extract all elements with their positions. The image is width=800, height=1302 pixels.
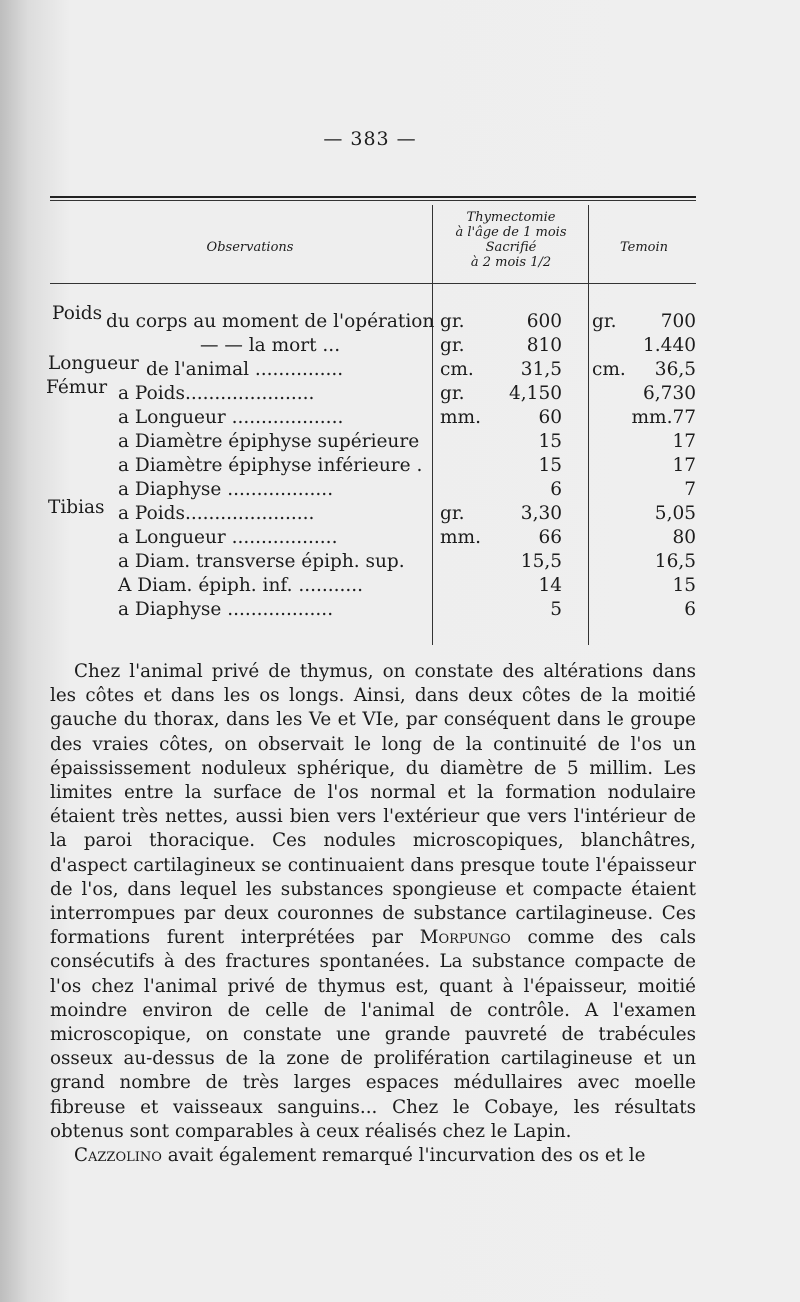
row-side-label: Poids: [52, 303, 103, 324]
row-value-1: 5: [550, 599, 562, 620]
row-value-2: 6,730: [643, 383, 696, 404]
row-value-2: 5,05: [654, 503, 696, 524]
row-unit-1: gr.: [440, 335, 465, 356]
body-text: [50, 660, 696, 1168]
row-label: a Diamètre épiphyse supérieure: [118, 431, 420, 452]
header-thymectomie-line-3: Sacrifié: [485, 240, 537, 255]
row-value-2: 17: [672, 431, 696, 452]
top-rule-thin: [50, 200, 696, 201]
row-value-2: 15: [672, 575, 696, 596]
row-unit-1: gr.: [440, 503, 465, 524]
header-observations: Observations: [206, 240, 294, 255]
row-label: A Diam. épiph. inf. ...........: [118, 575, 364, 596]
table-row: [0, 454, 800, 478]
row-value-1: 600: [526, 311, 562, 332]
row-label: a Diaphyse ..................: [118, 599, 334, 620]
table-row: [0, 574, 800, 598]
row-value-2: 80: [672, 527, 696, 548]
table-row: [0, 550, 800, 574]
row-label: du corps au moment de l'opération: [106, 311, 435, 332]
row-value-2: 17: [672, 455, 696, 476]
row-value-1: 15,5: [520, 551, 562, 572]
table-row: [0, 377, 800, 406]
header-thymectomie-line-2: à l'âge de 1 mois: [455, 225, 567, 240]
table-row: [0, 497, 800, 526]
table-row: [0, 430, 800, 454]
row-unit-2: cm.: [592, 359, 626, 380]
row-value-1: 66: [538, 527, 562, 548]
table-row: [0, 406, 800, 430]
row-value-1: 15: [538, 431, 562, 452]
row-unit-1: gr.: [440, 383, 465, 404]
row-label: de l'animal ...............: [146, 359, 344, 380]
row-unit-2: gr.: [592, 311, 617, 332]
row-value-1: 60: [538, 407, 562, 428]
row-value-1: 3,30: [520, 503, 562, 524]
author-cazzolino: Cazzolino: [74, 1145, 162, 1167]
header-rule: [50, 283, 696, 284]
row-label: a Poids......................: [118, 503, 315, 524]
row-unit-1: cm.: [440, 359, 474, 380]
author-morpungo: Morpungo: [419, 927, 511, 949]
paragraph-1-part-1: Chez l'animal privé de thymus, on constate des altérations dans les côtes et dans les os longs. Ainsi, dans deux côtes de la moitié gauche du thorax, dans les Ve et VIe, par conséquent dans le groupe des vraies côtes, on observait le long de la continuité de l'os un épaississement noduleux sphérique, du diamètre de 5 millim. Les limites entre la surface de l'os normal et la formation nodulaire étaient très nettes, aussi bien vers l'extérieur que vers l'intérieur de la paroi thoracique. Ces nodules microscopiques, blanchâtres, d'aspect cartilagineux se continuaient dans presque toute l'épaisseur de l'os, dans lequel les substances spongieuse et compacte étaient interrompues par deux couronnes de substance cartilagineuse. Ces formations furent interprétées par: [50, 661, 696, 949]
row-label: a Diaphyse ..................: [118, 479, 334, 500]
row-label: a Diam. transverse épiph. sup.: [118, 551, 405, 572]
header-thymectomie-line-4: à 2 mois 1/2: [470, 255, 552, 270]
table-row: [0, 526, 800, 550]
row-value-2: 7: [684, 479, 696, 500]
row-value-2: 6: [684, 599, 696, 620]
row-side-label: Fémur: [46, 377, 108, 398]
table-row: [0, 478, 800, 502]
row-value-1: 14: [538, 575, 562, 596]
row-unit-1: mm.: [440, 407, 481, 428]
row-value-1: 6: [550, 479, 562, 500]
row-label: a Poids......................: [118, 383, 315, 404]
row-label: a Diamètre épiphyse inférieure .: [118, 455, 423, 476]
row-label: a Longueur ..................: [118, 527, 338, 548]
page-number: — 383 —: [323, 128, 417, 150]
row-value-2: 700: [660, 311, 696, 332]
header-thymectomie: [436, 210, 586, 270]
row-label: a Longueur ...................: [118, 407, 344, 428]
header-thymectomie-line-1: Thymectomie: [466, 210, 556, 225]
top-rule: [50, 196, 696, 198]
row-label: — — la mort ...: [200, 335, 341, 356]
paragraph-2: [50, 1144, 696, 1168]
row-unit-1: mm.: [440, 527, 481, 548]
paragraph-1: [50, 660, 696, 1144]
row-value-1: 4,150: [509, 383, 562, 404]
table-row: [0, 353, 800, 382]
row-value-2: 1.440: [643, 335, 696, 356]
table-row: [0, 598, 800, 622]
row-value-2: 16,5: [654, 551, 696, 572]
row-value-1: 15: [538, 455, 562, 476]
row-value-1: 810: [526, 335, 562, 356]
row-value-1: 31,5: [520, 359, 562, 380]
paragraph-2-text: avait également remarqué l'incurvation des os et le: [167, 1145, 646, 1167]
row-side-label: Longueur: [48, 353, 139, 374]
table-row: [0, 303, 800, 334]
paragraph-1-part-2: comme des cals consécutifs à des fractures spontanées. La substance compacte de l'os chez l'animal privé de thymus est, quant à l'épaisseur, moitié moindre environ de celle de l'animal de contrôle. A l'examen microscopique, on constate une grande pauvreté de trabécules osseux au-dessus de la zone de prolifération cartilagineuse et un grand nombre de très larges espaces médullaires avec moelle fibreuse et vaisseaux sanguins... Chez le Cobaye, les résultats obtenus sont comparables à ceux réalisés chez le Lapin.: [50, 927, 697, 1142]
row-unit-1: gr.: [440, 311, 465, 332]
row-value-2: 36,5: [654, 359, 696, 380]
header-temoin: Temoin: [619, 240, 669, 255]
row-side-label: Tibias: [48, 497, 105, 518]
row-value-2: mm.77: [631, 407, 696, 428]
